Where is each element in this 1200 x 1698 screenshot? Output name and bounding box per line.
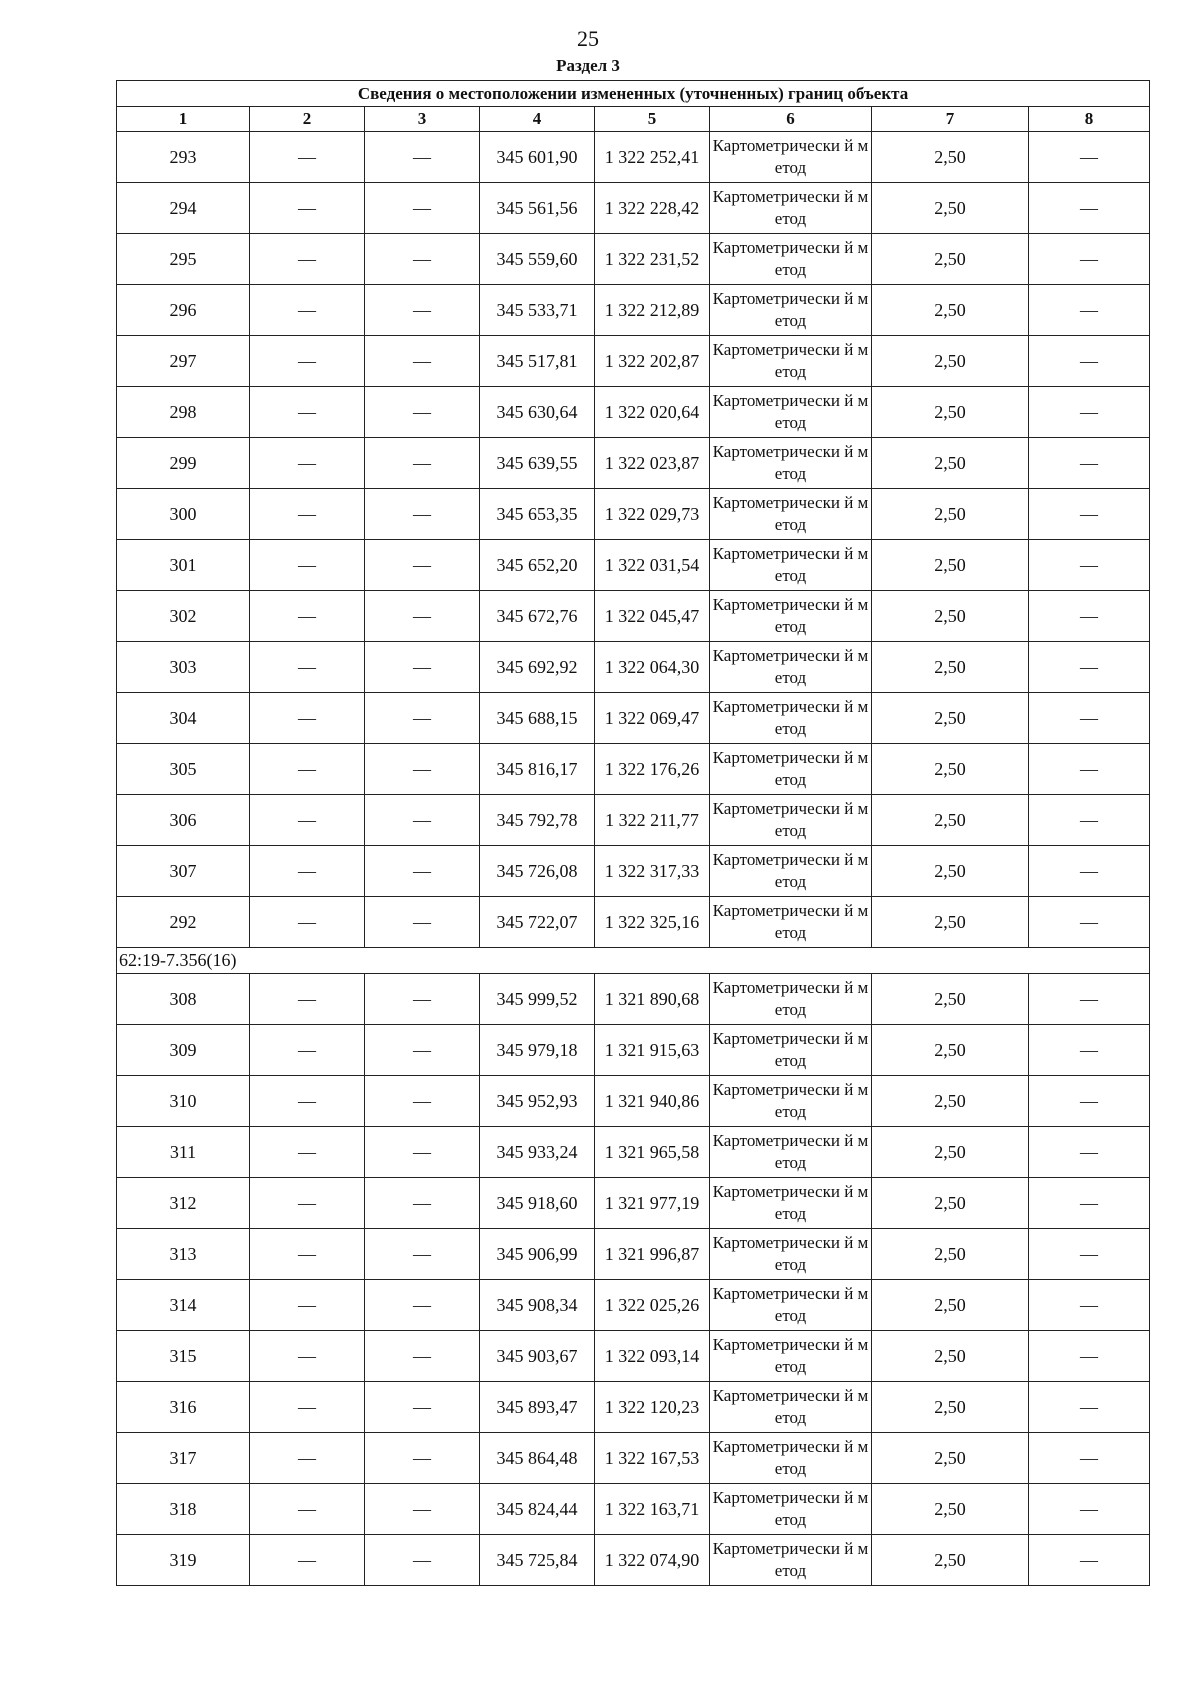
column-2-cell: — bbox=[250, 540, 365, 591]
table-row bbox=[117, 1382, 1150, 1433]
point-number-cell: 304 bbox=[117, 693, 250, 744]
table-row bbox=[117, 1280, 1150, 1331]
x-coordinate-cell: 345 559,60 bbox=[480, 234, 595, 285]
column-8-cell: — bbox=[1029, 1076, 1150, 1127]
point-number-cell: 300 bbox=[117, 489, 250, 540]
column-3-cell: — bbox=[365, 1280, 480, 1331]
accuracy-cell: 2,50 bbox=[872, 1484, 1029, 1535]
method-cell: Картометрически й метод bbox=[710, 591, 872, 642]
point-number-cell: 313 bbox=[117, 1229, 250, 1280]
point-number-cell: 292 bbox=[117, 897, 250, 948]
y-coordinate-cell: 1 321 996,87 bbox=[595, 1229, 710, 1280]
column-8-cell: — bbox=[1029, 438, 1150, 489]
column-3-cell: — bbox=[365, 1229, 480, 1280]
table-row bbox=[117, 285, 1150, 336]
table-row bbox=[117, 1484, 1150, 1535]
x-coordinate-cell: 345 816,17 bbox=[480, 744, 595, 795]
point-number-cell: 318 bbox=[117, 1484, 250, 1535]
column-8-cell: — bbox=[1029, 132, 1150, 183]
y-coordinate-cell: 1 322 228,42 bbox=[595, 183, 710, 234]
y-coordinate-cell: 1 322 023,87 bbox=[595, 438, 710, 489]
method-cell: Картометрически й метод bbox=[710, 1025, 872, 1076]
method-cell: Картометрически й метод bbox=[710, 387, 872, 438]
table-row bbox=[117, 642, 1150, 693]
table-row bbox=[117, 591, 1150, 642]
column-number-row bbox=[117, 107, 1150, 132]
accuracy-cell: 2,50 bbox=[872, 591, 1029, 642]
accuracy-cell: 2,50 bbox=[872, 489, 1029, 540]
point-number-cell: 309 bbox=[117, 1025, 250, 1076]
x-coordinate-cell: 345 908,34 bbox=[480, 1280, 595, 1331]
x-coordinate-cell: 345 903,67 bbox=[480, 1331, 595, 1382]
y-coordinate-cell: 1 321 965,58 bbox=[595, 1127, 710, 1178]
y-coordinate-cell: 1 322 025,26 bbox=[595, 1280, 710, 1331]
point-number-cell: 311 bbox=[117, 1127, 250, 1178]
column-8-cell: — bbox=[1029, 1382, 1150, 1433]
table-row bbox=[117, 744, 1150, 795]
point-number-cell: 298 bbox=[117, 387, 250, 438]
point-number-cell: 316 bbox=[117, 1382, 250, 1433]
point-number-cell: 297 bbox=[117, 336, 250, 387]
y-coordinate-cell: 1 322 093,14 bbox=[595, 1331, 710, 1382]
column-8-cell: — bbox=[1029, 974, 1150, 1025]
method-cell: Картометрически й метод bbox=[710, 1280, 872, 1331]
table-row bbox=[117, 1229, 1150, 1280]
y-coordinate-cell: 1 322 317,33 bbox=[595, 846, 710, 897]
y-coordinate-cell: 1 321 940,86 bbox=[595, 1076, 710, 1127]
point-number-cell: 315 bbox=[117, 1331, 250, 1382]
table-row bbox=[117, 183, 1150, 234]
y-coordinate-cell: 1 322 045,47 bbox=[595, 591, 710, 642]
y-coordinate-cell: 1 322 069,47 bbox=[595, 693, 710, 744]
column-2-cell: — bbox=[250, 1025, 365, 1076]
accuracy-cell: 2,50 bbox=[872, 285, 1029, 336]
column-2-cell: — bbox=[250, 1178, 365, 1229]
column-2-cell: — bbox=[250, 795, 365, 846]
column-3-cell: — bbox=[365, 693, 480, 744]
point-number-cell: 314 bbox=[117, 1280, 250, 1331]
method-cell: Картометрически й метод bbox=[710, 744, 872, 795]
table-caption-row bbox=[117, 81, 1150, 107]
point-number-cell: 294 bbox=[117, 183, 250, 234]
accuracy-cell: 2,50 bbox=[872, 183, 1029, 234]
column-2-cell: — bbox=[250, 974, 365, 1025]
column-2-cell: — bbox=[250, 897, 365, 948]
column-3-cell: — bbox=[365, 1484, 480, 1535]
column-3-cell: — bbox=[365, 744, 480, 795]
method-cell: Картометрически й метод bbox=[710, 1433, 872, 1484]
point-number-cell: 299 bbox=[117, 438, 250, 489]
point-number-cell: 306 bbox=[117, 795, 250, 846]
table-row bbox=[117, 489, 1150, 540]
accuracy-cell: 2,50 bbox=[872, 1025, 1029, 1076]
column-3-cell: — bbox=[365, 1433, 480, 1484]
table-row bbox=[117, 1535, 1150, 1586]
y-coordinate-cell: 1 322 231,52 bbox=[595, 234, 710, 285]
y-coordinate-cell: 1 321 977,19 bbox=[595, 1178, 710, 1229]
column-8-cell: — bbox=[1029, 1025, 1150, 1076]
point-number-cell: 296 bbox=[117, 285, 250, 336]
column-number: 1 bbox=[117, 107, 250, 132]
column-2-cell: — bbox=[250, 183, 365, 234]
column-2-cell: — bbox=[250, 591, 365, 642]
column-8-cell: — bbox=[1029, 1127, 1150, 1178]
y-coordinate-cell: 1 322 252,41 bbox=[595, 132, 710, 183]
accuracy-cell: 2,50 bbox=[872, 1331, 1029, 1382]
column-8-cell: — bbox=[1029, 234, 1150, 285]
accuracy-cell: 2,50 bbox=[872, 1229, 1029, 1280]
column-3-cell: — bbox=[365, 183, 480, 234]
column-3-cell: — bbox=[365, 234, 480, 285]
table-row bbox=[117, 387, 1150, 438]
accuracy-cell: 2,50 bbox=[872, 642, 1029, 693]
accuracy-cell: 2,50 bbox=[872, 1127, 1029, 1178]
table-caption: Сведения о местоположении измененных (уточненных) границ объекта bbox=[117, 81, 1150, 107]
column-2-cell: — bbox=[250, 1127, 365, 1178]
column-3-cell: — bbox=[365, 1127, 480, 1178]
column-8-cell: — bbox=[1029, 336, 1150, 387]
y-coordinate-cell: 1 322 074,90 bbox=[595, 1535, 710, 1586]
x-coordinate-cell: 345 999,52 bbox=[480, 974, 595, 1025]
method-cell: Картометрически й метод bbox=[710, 183, 872, 234]
x-coordinate-cell: 345 952,93 bbox=[480, 1076, 595, 1127]
y-coordinate-cell: 1 322 167,53 bbox=[595, 1433, 710, 1484]
table-row bbox=[117, 234, 1150, 285]
method-cell: Картометрически й метод bbox=[710, 897, 872, 948]
x-coordinate-cell: 345 864,48 bbox=[480, 1433, 595, 1484]
accuracy-cell: 2,50 bbox=[872, 795, 1029, 846]
column-2-cell: — bbox=[250, 1535, 365, 1586]
x-coordinate-cell: 345 906,99 bbox=[480, 1229, 595, 1280]
column-8-cell: — bbox=[1029, 1280, 1150, 1331]
table-row bbox=[117, 846, 1150, 897]
point-number-cell: 308 bbox=[117, 974, 250, 1025]
column-3-cell: — bbox=[365, 591, 480, 642]
column-3-cell: — bbox=[365, 974, 480, 1025]
method-cell: Картометрически й метод bbox=[710, 795, 872, 846]
x-coordinate-cell: 345 601,90 bbox=[480, 132, 595, 183]
method-cell: Картометрически й метод bbox=[710, 846, 872, 897]
y-coordinate-cell: 1 322 120,23 bbox=[595, 1382, 710, 1433]
x-coordinate-cell: 345 672,76 bbox=[480, 591, 595, 642]
x-coordinate-cell: 345 630,64 bbox=[480, 387, 595, 438]
accuracy-cell: 2,50 bbox=[872, 1076, 1029, 1127]
table-row bbox=[117, 1433, 1150, 1484]
point-number-cell: 319 bbox=[117, 1535, 250, 1586]
point-number-cell: 312 bbox=[117, 1178, 250, 1229]
method-cell: Картометрически й метод bbox=[710, 1076, 872, 1127]
x-coordinate-cell: 345 653,35 bbox=[480, 489, 595, 540]
column-2-cell: — bbox=[250, 234, 365, 285]
table-row bbox=[117, 1178, 1150, 1229]
column-2-cell: — bbox=[250, 744, 365, 795]
x-coordinate-cell: 345 893,47 bbox=[480, 1382, 595, 1433]
column-2-cell: — bbox=[250, 387, 365, 438]
accuracy-cell: 2,50 bbox=[872, 438, 1029, 489]
accuracy-cell: 2,50 bbox=[872, 1382, 1029, 1433]
point-number-cell: 295 bbox=[117, 234, 250, 285]
column-3-cell: — bbox=[365, 1535, 480, 1586]
point-number-cell: 303 bbox=[117, 642, 250, 693]
y-coordinate-cell: 1 322 031,54 bbox=[595, 540, 710, 591]
column-2-cell: — bbox=[250, 693, 365, 744]
column-2-cell: — bbox=[250, 1280, 365, 1331]
column-3-cell: — bbox=[365, 438, 480, 489]
accuracy-cell: 2,50 bbox=[872, 744, 1029, 795]
method-cell: Картометрически й метод bbox=[710, 285, 872, 336]
column-2-cell: — bbox=[250, 1229, 365, 1280]
table-row bbox=[117, 336, 1150, 387]
y-coordinate-cell: 1 321 890,68 bbox=[595, 974, 710, 1025]
column-2-cell: — bbox=[250, 846, 365, 897]
method-cell: Картометрически й метод bbox=[710, 642, 872, 693]
column-number: 7 bbox=[872, 107, 1029, 132]
column-3-cell: — bbox=[365, 846, 480, 897]
y-coordinate-cell: 1 322 020,64 bbox=[595, 387, 710, 438]
column-8-cell: — bbox=[1029, 540, 1150, 591]
column-8-cell: — bbox=[1029, 1535, 1150, 1586]
y-coordinate-cell: 1 322 064,30 bbox=[595, 642, 710, 693]
accuracy-cell: 2,50 bbox=[872, 1280, 1029, 1331]
column-2-cell: — bbox=[250, 1382, 365, 1433]
column-2-cell: — bbox=[250, 336, 365, 387]
column-number: 2 bbox=[250, 107, 365, 132]
column-3-cell: — bbox=[365, 642, 480, 693]
column-2-cell: — bbox=[250, 1331, 365, 1382]
method-cell: Картометрически й метод bbox=[710, 438, 872, 489]
column-3-cell: — bbox=[365, 1382, 480, 1433]
table-row bbox=[117, 795, 1150, 846]
accuracy-cell: 2,50 bbox=[872, 897, 1029, 948]
x-coordinate-cell: 345 725,84 bbox=[480, 1535, 595, 1586]
boundary-points-table bbox=[116, 80, 1150, 1586]
y-coordinate-cell: 1 322 202,87 bbox=[595, 336, 710, 387]
y-coordinate-cell: 1 322 211,77 bbox=[595, 795, 710, 846]
column-3-cell: — bbox=[365, 795, 480, 846]
column-number: 4 bbox=[480, 107, 595, 132]
column-number: 5 bbox=[595, 107, 710, 132]
point-number-cell: 307 bbox=[117, 846, 250, 897]
column-8-cell: — bbox=[1029, 897, 1150, 948]
column-8-cell: — bbox=[1029, 1484, 1150, 1535]
x-coordinate-cell: 345 918,60 bbox=[480, 1178, 595, 1229]
column-2-cell: — bbox=[250, 132, 365, 183]
point-number-cell: 305 bbox=[117, 744, 250, 795]
column-3-cell: — bbox=[365, 132, 480, 183]
method-cell: Картометрически й метод bbox=[710, 1178, 872, 1229]
column-2-cell: — bbox=[250, 489, 365, 540]
point-number-cell: 317 bbox=[117, 1433, 250, 1484]
table-row bbox=[117, 132, 1150, 183]
column-8-cell: — bbox=[1029, 1433, 1150, 1484]
method-cell: Картометрически й метод bbox=[710, 1382, 872, 1433]
column-8-cell: — bbox=[1029, 183, 1150, 234]
column-3-cell: — bbox=[365, 1331, 480, 1382]
table-row bbox=[117, 1331, 1150, 1382]
y-coordinate-cell: 1 322 212,89 bbox=[595, 285, 710, 336]
x-coordinate-cell: 345 726,08 bbox=[480, 846, 595, 897]
y-coordinate-cell: 1 322 325,16 bbox=[595, 897, 710, 948]
column-3-cell: — bbox=[365, 336, 480, 387]
x-coordinate-cell: 345 792,78 bbox=[480, 795, 595, 846]
x-coordinate-cell: 345 561,56 bbox=[480, 183, 595, 234]
column-8-cell: — bbox=[1029, 693, 1150, 744]
column-3-cell: — bbox=[365, 1178, 480, 1229]
column-8-cell: — bbox=[1029, 591, 1150, 642]
x-coordinate-cell: 345 533,71 bbox=[480, 285, 595, 336]
column-2-cell: — bbox=[250, 1076, 365, 1127]
column-8-cell: — bbox=[1029, 1229, 1150, 1280]
column-2-cell: — bbox=[250, 642, 365, 693]
accuracy-cell: 2,50 bbox=[872, 336, 1029, 387]
table-row bbox=[117, 1127, 1150, 1178]
column-3-cell: — bbox=[365, 897, 480, 948]
table-row bbox=[117, 897, 1150, 948]
x-coordinate-cell: 345 979,18 bbox=[480, 1025, 595, 1076]
column-3-cell: — bbox=[365, 540, 480, 591]
column-3-cell: — bbox=[365, 1025, 480, 1076]
method-cell: Картометрически й метод bbox=[710, 1127, 872, 1178]
column-3-cell: — bbox=[365, 285, 480, 336]
method-cell: Картометрически й метод bbox=[710, 1484, 872, 1535]
column-2-cell: — bbox=[250, 1433, 365, 1484]
point-number-cell: 310 bbox=[117, 1076, 250, 1127]
accuracy-cell: 2,50 bbox=[872, 846, 1029, 897]
table-row bbox=[117, 540, 1150, 591]
point-number-cell: 293 bbox=[117, 132, 250, 183]
column-8-cell: — bbox=[1029, 285, 1150, 336]
method-cell: Картометрически й метод bbox=[710, 1535, 872, 1586]
accuracy-cell: 2,50 bbox=[872, 540, 1029, 591]
method-cell: Картометрически й метод bbox=[710, 974, 872, 1025]
column-number: 3 bbox=[365, 107, 480, 132]
table-row bbox=[117, 974, 1150, 1025]
accuracy-cell: 2,50 bbox=[872, 1433, 1029, 1484]
column-8-cell: — bbox=[1029, 387, 1150, 438]
accuracy-cell: 2,50 bbox=[872, 132, 1029, 183]
y-coordinate-cell: 1 322 176,26 bbox=[595, 744, 710, 795]
method-cell: Картометрически й метод bbox=[710, 540, 872, 591]
column-3-cell: — bbox=[365, 489, 480, 540]
column-2-cell: — bbox=[250, 438, 365, 489]
accuracy-cell: 2,50 bbox=[872, 234, 1029, 285]
accuracy-cell: 2,50 bbox=[872, 693, 1029, 744]
x-coordinate-cell: 345 824,44 bbox=[480, 1484, 595, 1535]
accuracy-cell: 2,50 bbox=[872, 1535, 1029, 1586]
accuracy-cell: 2,50 bbox=[872, 974, 1029, 1025]
accuracy-cell: 2,50 bbox=[872, 387, 1029, 438]
method-cell: Картометрически й метод bbox=[710, 1331, 872, 1382]
column-number: 6 bbox=[710, 107, 872, 132]
x-coordinate-cell: 345 933,24 bbox=[480, 1127, 595, 1178]
accuracy-cell: 2,50 bbox=[872, 1178, 1029, 1229]
column-8-cell: — bbox=[1029, 795, 1150, 846]
table-row bbox=[117, 1025, 1150, 1076]
section-title: Раздел 3 bbox=[556, 56, 620, 75]
method-cell: Картометрически й метод bbox=[710, 132, 872, 183]
point-number-cell: 302 bbox=[117, 591, 250, 642]
group-heading-row bbox=[117, 948, 1150, 974]
method-cell: Картометрически й метод bbox=[710, 489, 872, 540]
column-2-cell: — bbox=[250, 1484, 365, 1535]
x-coordinate-cell: 345 688,15 bbox=[480, 693, 595, 744]
group-heading: 62:19-7.356(16) bbox=[117, 948, 1150, 974]
method-cell: Картометрически й метод bbox=[710, 336, 872, 387]
column-8-cell: — bbox=[1029, 1178, 1150, 1229]
table-row bbox=[117, 1076, 1150, 1127]
method-cell: Картометрически й метод bbox=[710, 693, 872, 744]
column-8-cell: — bbox=[1029, 1331, 1150, 1382]
method-cell: Картометрически й метод bbox=[710, 1229, 872, 1280]
column-8-cell: — bbox=[1029, 642, 1150, 693]
page-number: 25 bbox=[577, 26, 599, 51]
y-coordinate-cell: 1 322 029,73 bbox=[595, 489, 710, 540]
column-8-cell: — bbox=[1029, 489, 1150, 540]
column-3-cell: — bbox=[365, 387, 480, 438]
column-8-cell: — bbox=[1029, 846, 1150, 897]
table-row bbox=[117, 693, 1150, 744]
table-row bbox=[117, 438, 1150, 489]
x-coordinate-cell: 345 652,20 bbox=[480, 540, 595, 591]
column-2-cell: — bbox=[250, 285, 365, 336]
method-cell: Картометрически й метод bbox=[710, 234, 872, 285]
column-number: 8 bbox=[1029, 107, 1150, 132]
x-coordinate-cell: 345 639,55 bbox=[480, 438, 595, 489]
column-8-cell: — bbox=[1029, 744, 1150, 795]
point-number-cell: 301 bbox=[117, 540, 250, 591]
x-coordinate-cell: 345 517,81 bbox=[480, 336, 595, 387]
y-coordinate-cell: 1 322 163,71 bbox=[595, 1484, 710, 1535]
x-coordinate-cell: 345 692,92 bbox=[480, 642, 595, 693]
x-coordinate-cell: 345 722,07 bbox=[480, 897, 595, 948]
y-coordinate-cell: 1 321 915,63 bbox=[595, 1025, 710, 1076]
column-3-cell: — bbox=[365, 1076, 480, 1127]
